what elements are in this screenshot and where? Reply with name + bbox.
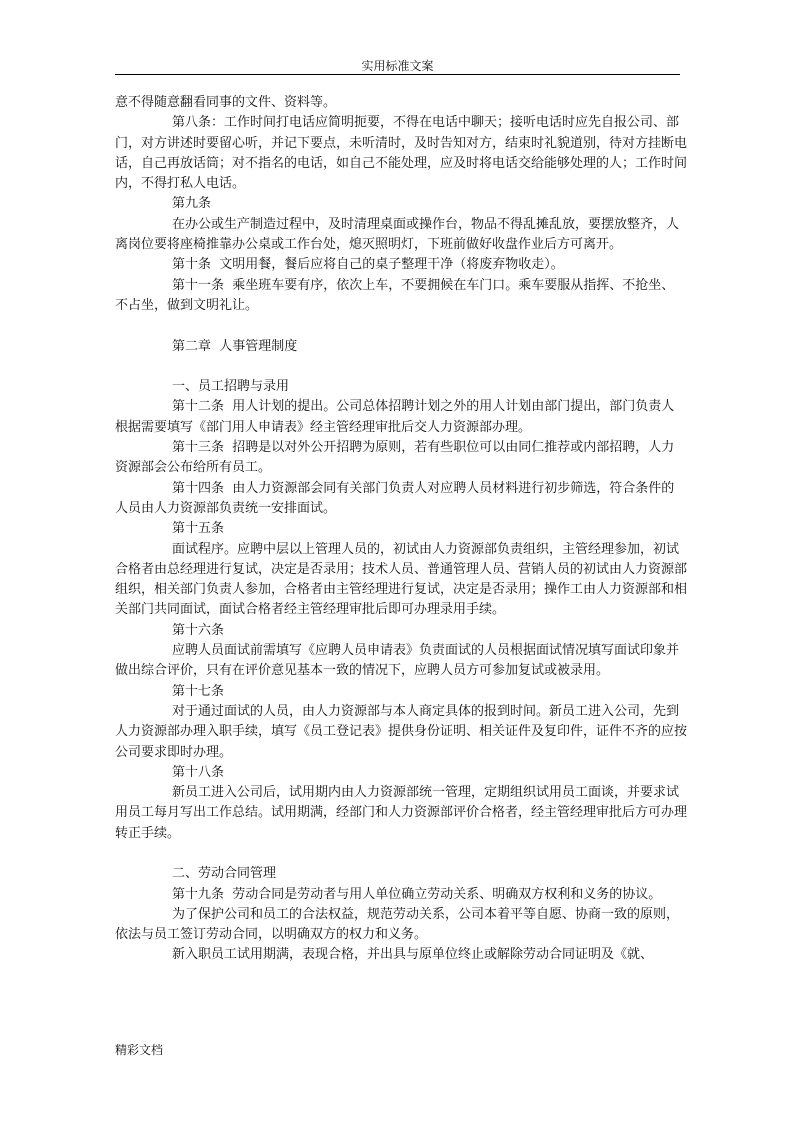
- page-header: 实用标准文案: [361, 59, 434, 73]
- paragraph: 第十一条 乘坐班车要有序，依次上车，不要拥候在车门口。乘车要服从指挥、不抢坐、不占坐，做到文明礼让。: [115, 277, 675, 313]
- blank-line: [115, 844, 687, 864]
- paragraph: 第十三条 招聘是以对外公开招聘为原则，若有些职位可以由同仁推荐或内部招聘，人力资源部会公布给所有员工。: [115, 440, 675, 476]
- paragraph: 第二章 人事管理制度: [172, 338, 298, 354]
- paragraph: 第十五条: [172, 521, 225, 537]
- paragraph: 面试程序。应聘中层以上管理人员的，初试由人力资源部负责组织，主管经理参加，初试合格者由总经理进行复试，决定是否录用；技术人员、普通管理人员、营销人员的初试由人力资源部组织，相关部门负责人参加，合格者由主管经理进行复试，决定是否录用；操作工由人力资源部和相关部门共同面试，面试合格者经主管经理审批后即可办理录用手续。: [115, 541, 688, 618]
- paragraph: 第十四条 由人力资源部会同有关部门负责人对应聘人员材料进行初步筛选，符合条件的人员由人力资源部负责统一安排面试。: [115, 480, 675, 516]
- paragraph: 第十八条: [172, 764, 225, 780]
- paragraph: 新入职员工试用期满，表现合格，并出具与原单位终止或解除劳动合同证明及《就、: [172, 947, 654, 963]
- paragraph: 第八条：工作时间打电话应简明扼要，不得在电话中聊天；接听电话时应先自报公司、部门，对方讲述时要留心听，并记下要点，未听清时，及时告知对方，结束时礼貌道别，待对方挂断电话，自己再放话筒；对不指名的电话，如自己不能处理，应及时将电话交给能够处理的人；工作时间内，不得打私人电话。: [115, 115, 688, 192]
- paragraph: 第十二条 用人计划的提出。公司总体招聘计划之外的用人计划由部门提出，部门负责人根据需要填写《部门用人申请表》经主管经理审批后交人力资源部办理。: [115, 399, 675, 435]
- document-body: [115, 93, 687, 966]
- paragraph: 第十七条: [172, 683, 225, 699]
- paragraph: 二、劳动合同管理: [172, 866, 277, 882]
- paragraph: 为了保护公司和员工的合法权益，规范劳动关系，公司本着平等自愿、协商一致的原则，依法与员工签订劳动合同，以明确双方的权力和义务。: [115, 906, 680, 943]
- header-divider: [115, 74, 680, 75]
- page-footer: 精彩文档: [115, 1043, 164, 1057]
- paragraph: 应聘人员面试前需填写《应聘人员申请表》负责面试的人员根据面试情况填写面试印象并做出综合评价，只有在评价意见基本一致的情况下，应聘人员方可参加复试或被录用。: [115, 643, 680, 679]
- paragraph: 在办公或生产制造过程中，及时清理桌面或操作台，物品不得乱摊乱放，要摆放整齐，人离岗位要将座椅推靠办公桌或工作台处，熄灭照明灯，下班前做好收盘作业后方可离开。: [115, 216, 680, 253]
- paragraph: 第十九条 劳动合同是劳动者与用人单位确立劳动关系、明确双方权利和义务的协议。: [172, 886, 662, 902]
- paragraph: 意不得随意翻看同事的文件、资料等。: [115, 95, 337, 110]
- paragraph: 新员工进入公司后，试用期内由人力资源部统一管理，定期组织试用员工面谈，并要求试用员工每月写出工作总结。试用期满，经部门和人力资源部评价合格者，经主管经理审批后方可办理转正手续。: [115, 785, 688, 841]
- paragraph: 对于通过面试的人员，由人力资源部与本人商定具体的报到时间。新员工进入公司，先到人力资源部办理入职手续，填写《员工登记表》提供身份证明、相关证件及复印件，证件不齐的应按公司要求即时办理。: [115, 703, 688, 760]
- paragraph: 第十六条: [172, 622, 225, 638]
- paragraph: 一、员工招聘与录用: [172, 379, 290, 395]
- paragraph: 第九条: [172, 196, 212, 212]
- blank-line: [115, 316, 687, 336]
- blank-line: [115, 357, 687, 377]
- paragraph: 第十条 文明用餐，餐后应将自己的桌子整理干净（将废弃物收走）。: [172, 257, 564, 273]
